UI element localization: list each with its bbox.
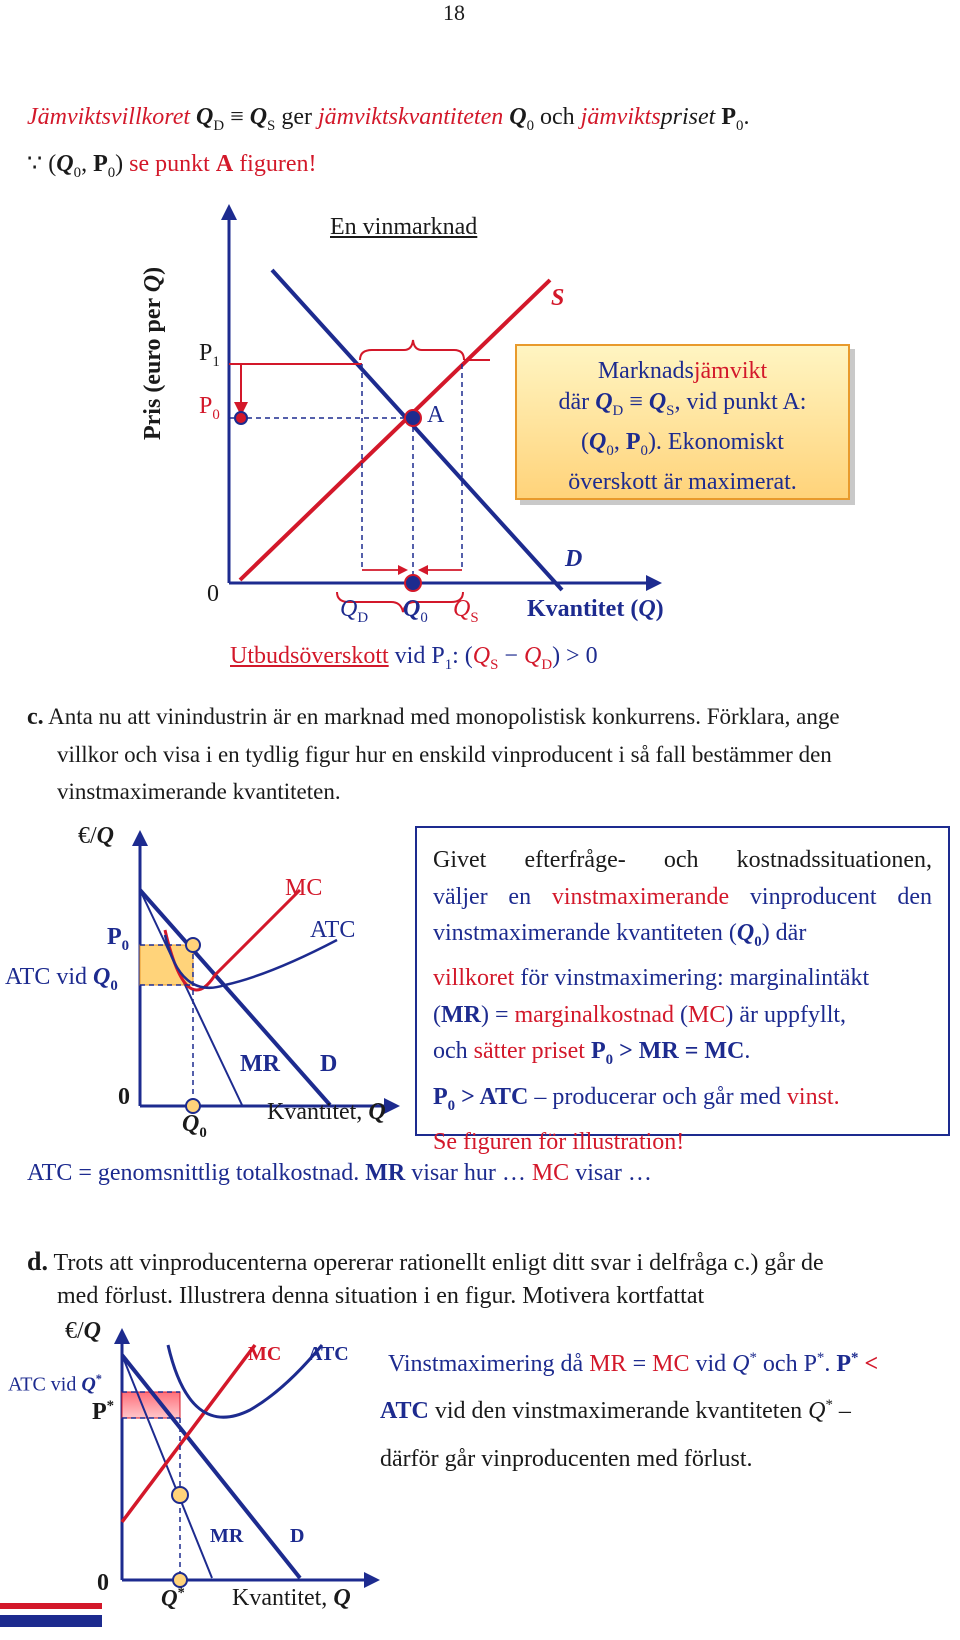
c-atc-label: ATC (310, 917, 356, 943)
d-l2c: – (832, 1398, 851, 1424)
because-symbol: ∵ (27, 151, 43, 177)
intro-figuren: figuren! (233, 151, 317, 177)
intro-period: . (743, 104, 750, 130)
c-mc-label: MC (285, 875, 323, 901)
surplus-qd: Q (523, 643, 542, 669)
box2-l4a: villkoret (433, 965, 515, 992)
d-x-text: Kvantitet, (232, 1585, 334, 1611)
info-l2a: där (558, 389, 596, 415)
d-p-letter: P (92, 1399, 107, 1425)
intro-condition: Jämviktsvillkoret (27, 104, 191, 130)
flag-stripe-blue (0, 1615, 102, 1627)
c-mr-label: MR (240, 1051, 280, 1077)
c-x-q: Q (368, 1099, 386, 1125)
flag-decoration (0, 1603, 102, 1627)
intro2-q0: Q (56, 151, 74, 177)
p0-sub: 0 (212, 406, 220, 423)
d-text-line1 (388, 1350, 878, 1378)
info-l3c: ). Ekonomiskt (647, 428, 784, 455)
d-p-star: * (106, 1398, 115, 1414)
info-l3s: 0 (606, 442, 614, 459)
d-origin: 0 (97, 1570, 109, 1596)
box2-l6s: 0 (605, 1052, 614, 1069)
intro2-comma: , (81, 151, 94, 177)
footer-b: MR (365, 1160, 406, 1186)
info-l3ps: 0 (640, 442, 648, 459)
intro-p0: P (721, 104, 736, 130)
d-l1q: Q (732, 1351, 750, 1377)
d-l1e: MC (652, 1351, 690, 1377)
info-l1a: Marknads (597, 358, 694, 384)
p0-letter: P (199, 393, 213, 419)
p1-letter: P (199, 340, 213, 366)
info-l3q: Q (589, 428, 607, 455)
p1-sub: 1 (212, 353, 220, 370)
intro-paren-open: ( (48, 151, 57, 177)
surplus-qs: Q (472, 643, 491, 669)
d-q-label (161, 1585, 185, 1612)
d-l2a: ATC (380, 1398, 429, 1424)
d-x-q: Q (333, 1585, 351, 1611)
d-l1-star2: * (816, 1350, 825, 1366)
d-l2-star: * (825, 1397, 833, 1413)
intro-q0: Q (509, 104, 527, 130)
d-text-line2 (380, 1397, 851, 1425)
d-atc-label: ATC (308, 1343, 349, 1365)
box2-l7b: > ATC (455, 1083, 529, 1110)
d-l1c: MR (589, 1351, 627, 1377)
d-mc-label: MC (248, 1343, 282, 1365)
box2-l3b: ) där (761, 920, 807, 946)
info-l2eq: ≡ (623, 389, 649, 415)
section-c-label: c. (27, 704, 44, 730)
d-q-letter: Q (161, 1585, 178, 1611)
d-l1i: < (858, 1351, 879, 1377)
d-d-label: D (290, 1525, 305, 1547)
d-mr-label: MR (210, 1525, 244, 1547)
info-l3p: P (625, 428, 641, 455)
info-l2s1: D (612, 402, 624, 419)
c-atc-vid-sub: 0 (110, 977, 118, 994)
market-y-label-q: Q (140, 274, 166, 293)
d-l1f: vid (689, 1351, 733, 1377)
d-l1-star1: * (749, 1350, 757, 1366)
market-y-label-post: ) (140, 266, 166, 275)
d-y-label (65, 1318, 101, 1345)
intro-q0-sub: 0 (526, 117, 535, 134)
market-x-q: Q (638, 596, 656, 622)
d-y-euro: €/ (65, 1318, 84, 1344)
intro2-p0: P (93, 151, 108, 177)
c-y-q: Q (96, 823, 115, 849)
d-l1p: P (836, 1351, 852, 1377)
intro2-q0-sub: 0 (73, 164, 82, 181)
q0-sub: 0 (420, 609, 428, 626)
c-atc-vid-q: Q (93, 964, 111, 990)
surplus-vid: vid P (388, 643, 445, 669)
section-d-line2: med förlust. Illustrera denna situation i en figur. Motivera kortfattat (57, 1283, 705, 1309)
footer-a: ATC = genomsnittlig totalkostnad. (27, 1160, 366, 1186)
info-l2b: , vid punkt A: (674, 389, 807, 415)
surplus-p-sub: 1 (444, 656, 453, 673)
box2-l6d: > MR = MC (613, 1038, 745, 1065)
box2-l3q: Q (736, 920, 755, 946)
box2-l7a: P (433, 1083, 448, 1110)
box2-line1: Givet efterfråge- och kostnadssituationen, (433, 847, 932, 873)
box2-l7d: vinst. (786, 1083, 840, 1110)
box2-l6a: och (433, 1038, 474, 1065)
d-l1a: Vinstmaximering (388, 1351, 555, 1377)
intro-jpre: jämvikts (580, 104, 661, 130)
d-text-line3: därför går vinproducenten med förlust. (380, 1446, 753, 1472)
qd-sub: D (357, 609, 369, 626)
box2-l7s: 0 (447, 1097, 456, 1114)
box2-l3a: vinstmaximerande kvantiteten ( (433, 920, 737, 946)
d-mr-line (122, 1355, 212, 1578)
section-d-label: d. (27, 1247, 48, 1276)
info-line-4: överskott är maximerat. (568, 468, 797, 495)
qd-letter: Q (340, 596, 358, 622)
intro-qs: Q (249, 104, 268, 130)
intro-qd-sub: D (213, 117, 225, 134)
d-mr-mc-point (172, 1487, 188, 1503)
footer-d: MC (531, 1160, 570, 1186)
c-atc-vid-text: ATC vid (5, 964, 94, 990)
supply-label: S (551, 285, 565, 311)
d-l1-star3: * (851, 1350, 859, 1366)
intro-priset: priset (660, 104, 716, 130)
box2-l3s: 0 (754, 933, 762, 950)
intro-point-a: A (215, 151, 234, 177)
c-q0-sub: 0 (199, 1124, 207, 1141)
d-l1d: = (626, 1351, 653, 1377)
point-a-label: A (427, 402, 445, 428)
box2-l5b: MR (441, 1001, 481, 1028)
info-l3a: ( (581, 428, 590, 455)
box2-l2c: vinproducent den (729, 883, 932, 910)
intro-och: och (534, 104, 581, 130)
section-c-line3: vinstmaximerande kvantiteten. (57, 779, 341, 804)
c-p0-sub: 0 (121, 937, 130, 954)
c-origin: 0 (118, 1084, 130, 1110)
surplus-minus: − (498, 643, 524, 669)
d-l2b: vid den vinstmaximerande kvantiteten (428, 1398, 809, 1424)
box2-l5f: MC (688, 1001, 726, 1028)
footer-e: visar … (569, 1160, 652, 1186)
box2-l2b: vinstmaximerande (551, 883, 730, 910)
intro-ger: ger (275, 104, 318, 130)
box2-l8b: figuren för illustration! (457, 1128, 685, 1155)
surplus-label: Utbudsöverskott (230, 643, 389, 669)
page-number: 18 (443, 0, 465, 25)
intro-jkv: jämviktskvantiteten (317, 104, 504, 130)
section-c-line1: Anta nu att vinindustrin är en marknad med monopolistisk konkurrens. Förklara, ange (43, 704, 840, 729)
demand-label: D (565, 546, 583, 572)
box2-l6e: . (744, 1038, 751, 1065)
market-x-text: Kvantitet ( (527, 596, 639, 622)
d-q-star: * (177, 1585, 185, 1601)
d-atc-vid-text: ATC vid (8, 1373, 82, 1396)
intro-se-punkt: se punkt (123, 151, 216, 177)
d-x-label (232, 1585, 351, 1612)
d-p-label (92, 1398, 114, 1426)
d-atc-vid-q: Q (81, 1373, 96, 1396)
box2-l5a: ( (433, 1001, 441, 1028)
d-atc-vid-label (8, 1372, 102, 1397)
market-origin: 0 (207, 581, 219, 607)
d-l2q: Q (808, 1398, 826, 1424)
q0-letter: Q (403, 596, 421, 622)
intro-p0-sub: 0 (736, 117, 744, 134)
market-x-close: ) (655, 596, 664, 622)
surplus-qs-sub: S (490, 656, 499, 673)
d-l1b: då (554, 1351, 590, 1377)
box2-l6b: sätter priset (473, 1038, 585, 1065)
surplus-rest: ) > 0 (552, 643, 598, 669)
section-d-line1: Trots att vinproducenterna opererar rationellt enligt ditt svar i delfråga c.) går de (47, 1250, 824, 1276)
c-x-text: Kvantitet, (267, 1099, 369, 1125)
box2-l5e: ( (674, 1001, 689, 1028)
box2-l5d: marginalkostnad (514, 1001, 675, 1028)
d-atc-vid-star: * (95, 1372, 102, 1386)
info-l3b: , (613, 428, 626, 455)
c-d-label: D (320, 1051, 338, 1077)
box2-l5g: ) är uppfyllt, (725, 1001, 847, 1028)
d-x-arrow (364, 1572, 380, 1588)
intro2-p0-sub: 0 (107, 164, 116, 181)
d-l1h: . (824, 1351, 837, 1377)
surplus-colon: : ( (452, 643, 473, 669)
info-l2q1: Q (595, 389, 613, 415)
intro-equiv: ≡ (230, 104, 244, 130)
d-l1g: och P (756, 1351, 817, 1377)
info-l1b: jämvikt (693, 358, 768, 384)
qs-sub: S (470, 609, 479, 626)
box2-l6c: P (584, 1038, 606, 1065)
info-l2q2: Q (648, 389, 667, 415)
d-y-q: Q (83, 1318, 102, 1344)
box2-l7c: – producerar och går med (528, 1083, 787, 1110)
box2-l2a: väljer en (433, 883, 552, 910)
intro-qd: Q (196, 104, 214, 130)
c-q0-letter: Q (182, 1111, 200, 1137)
qs-letter: Q (453, 596, 471, 622)
market-y-label-pre: Pris (euro per (140, 292, 166, 440)
box2-l4b: för vinstmaximering: marginalintäkt (514, 965, 870, 992)
surplus-qd-sub: D (541, 656, 553, 673)
market-chart-title: En vinmarknad (330, 214, 478, 240)
info-l2s2: S (666, 402, 675, 419)
c-p0-letter: P (107, 924, 122, 950)
c-y-euro: €/ (78, 823, 97, 849)
intro-paren-close: ) (115, 151, 124, 177)
box2-l8a: Se (433, 1128, 457, 1155)
footer-c: visar hur … (405, 1160, 532, 1186)
d-y-arrow (114, 1328, 130, 1344)
box2-l5c: ) = (480, 1001, 515, 1028)
section-c-line2: villkor och visa i en tydlig figur hur en enskild vinproducent i så fall bestämmer den (57, 742, 832, 767)
intro-qs-sub: S (267, 117, 276, 134)
